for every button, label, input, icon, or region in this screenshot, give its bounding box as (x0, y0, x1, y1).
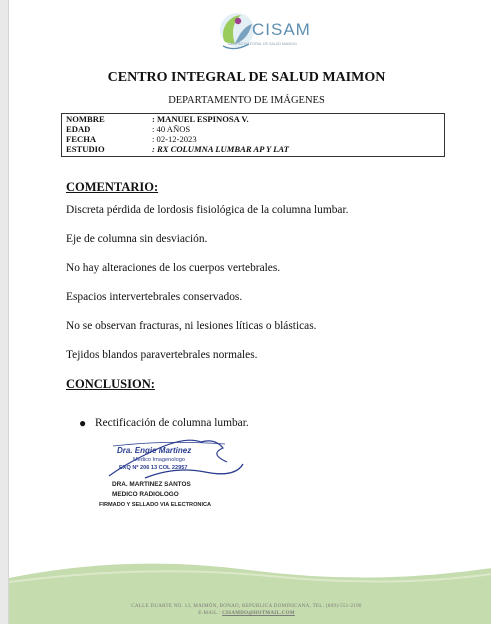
bullet-icon: ● (79, 416, 87, 430)
comentario-heading: COMENTARIO: (66, 180, 159, 194)
doctor-name: DRA. MARTINEZ SANTOS (112, 481, 191, 488)
clinic-title: CENTRO INTEGRAL DE SALUD MAIMON (107, 70, 386, 85)
conclusion-heading: CONCLUSION: (66, 377, 155, 391)
conclusion-text: Rectificación de columna lumbar. (95, 417, 249, 429)
comentario-line: No se observan fracturas, ni lesiones líticas o blásticas. (66, 320, 317, 332)
comentario-line: No hay alteraciones de los cuerpos vertebrales. (66, 262, 281, 274)
patient-label: FECHA (66, 134, 97, 144)
footer-email-link[interactable]: CISAMDO@HOTMAIL.COM (222, 611, 295, 616)
patient-value: : 40 AÑOS (152, 124, 191, 134)
doctor-specialty: MEDICO RADIOLOGO (112, 491, 179, 498)
logo-subtitle: CENTRO INTEGRAL DE SALUD MAIMON (228, 42, 297, 46)
patient-info-box (61, 113, 445, 157)
patient-label: NOMBRE (66, 114, 105, 124)
comentario-line: Tejidos blandos paravertebrales normales. (66, 349, 258, 361)
footer-address: CALLE DUARTE NO. 13, MAIMÓN, BONAO, REPUBLICA DOMINICANA, TEL: (809)-551-2190 (131, 604, 362, 609)
patient-value: : MANUEL ESPINOSA V. (152, 114, 249, 124)
stamp-name: Dra. Engie Martinez (117, 446, 192, 455)
document-page (8, 0, 491, 624)
patient-value: : 02-12-2023 (152, 134, 197, 144)
footer-email-line (8, 611, 491, 616)
comentario-line: Discreta pérdida de lordosis fisiológica de la columna lumbar. (66, 204, 349, 216)
department-title: DEPARTAMENTO DE IMÁGENES (168, 95, 325, 106)
logo-wordmark: CISAM (252, 20, 311, 39)
footer-email-label: E-MAIL : (198, 611, 223, 616)
stamp-role: Medico Imagenologo (133, 457, 185, 463)
electronic-signature-note: FIRMADO Y SELLADO VIA ELECTRONICA (99, 502, 212, 508)
comentario-line: Eje de columna sin desviación. (66, 233, 208, 245)
patient-label: ESTUDIO (66, 144, 105, 154)
patient-label: EDAD (66, 124, 91, 134)
patient-value: : RX COLUMNA LUMBAR AP Y LAT (152, 144, 289, 154)
stamp-exequatur: EXQ Nº 206 13 COL 22957 (119, 465, 188, 471)
comentario-line: Espacios intervertebrales conservados. (66, 291, 243, 303)
